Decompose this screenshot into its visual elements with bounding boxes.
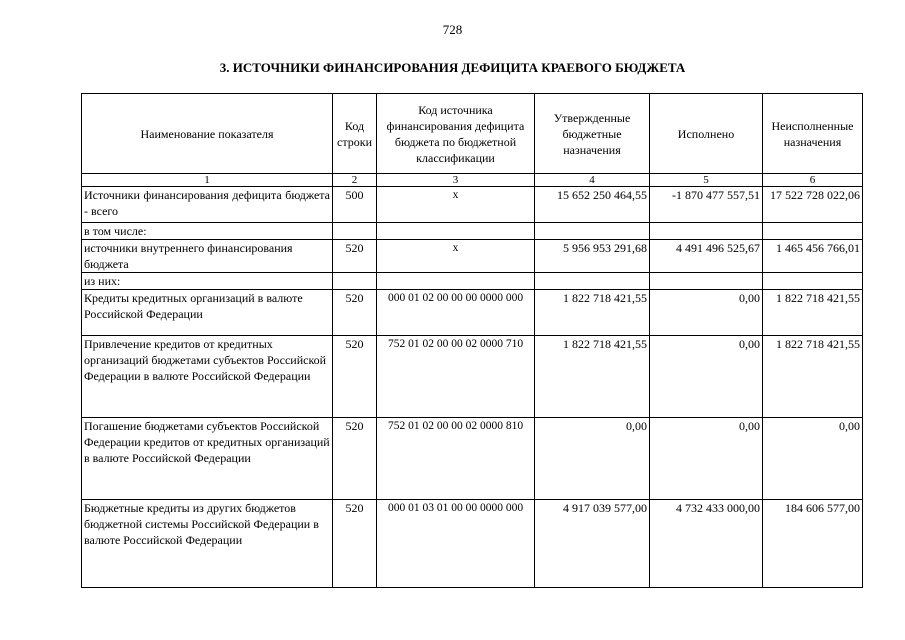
row-name: в том числе: — [82, 223, 333, 240]
row-executed: 4 491 496 525,67 — [650, 240, 763, 273]
row-name: Погашение бюджетами субъектов Российской Федерации кредитов от кредитных организаций в валюте Российской Федерации — [82, 418, 333, 500]
row-source-code: х — [377, 240, 535, 273]
table-row — [82, 336, 863, 418]
row-code: 500 — [333, 187, 377, 223]
row-unexecuted — [763, 223, 863, 240]
table-row — [82, 500, 863, 588]
row-approved: 1 822 718 421,55 — [535, 336, 650, 418]
table-row — [82, 223, 863, 240]
row-code — [333, 273, 377, 290]
row-name: Привлечение кредитов от кредитных организаций бюджетами субъектов Российской Федерации в валюте Российской Федерации — [82, 336, 333, 418]
row-executed: 4 732 433 000,00 — [650, 500, 763, 588]
header-row — [82, 94, 863, 174]
row-source-code: 000 01 02 00 00 00 0000 000 — [377, 290, 535, 336]
row-code: 520 — [333, 418, 377, 500]
row-name: из них: — [82, 273, 333, 290]
header-unexecuted: Неисполненные назначения — [763, 94, 863, 174]
row-approved: 1 822 718 421,55 — [535, 290, 650, 336]
table-row — [82, 418, 863, 500]
row-source-code: 752 01 02 00 00 02 0000 710 — [377, 336, 535, 418]
column-numbers-row — [82, 174, 863, 187]
row-executed: 0,00 — [650, 418, 763, 500]
row-unexecuted: 1 465 456 766,01 — [763, 240, 863, 273]
row-code: 520 — [333, 290, 377, 336]
header-source-code: Код источника финансирования дефицита бюджета по бюджетной классификации — [377, 94, 535, 174]
column-number: 5 — [650, 174, 763, 187]
row-code: 520 — [333, 240, 377, 273]
row-source-code: 000 01 03 01 00 00 0000 000 — [377, 500, 535, 588]
table-row — [82, 273, 863, 290]
column-number: 2 — [333, 174, 377, 187]
header-name: Наименование показателя — [82, 94, 333, 174]
table-row — [82, 290, 863, 336]
row-unexecuted: 0,00 — [763, 418, 863, 500]
page-number: 728 — [442, 22, 463, 37]
row-unexecuted: 184 606 577,00 — [763, 500, 863, 588]
row-unexecuted — [763, 273, 863, 290]
row-approved: 5 956 953 291,68 — [535, 240, 650, 273]
table-row — [82, 240, 863, 273]
row-code: 520 — [333, 336, 377, 418]
financing-sources-table — [81, 93, 863, 588]
row-name: Бюджетные кредиты из других бюджетов бюджетной системы Российской Федерации в валюте Российской Федерации — [82, 500, 333, 588]
header-executed: Исполнено — [650, 94, 763, 174]
header-approved: Утвержденные бюджетные назначения — [535, 94, 650, 174]
row-unexecuted: 17 522 728 022,06 — [763, 187, 863, 223]
row-executed — [650, 223, 763, 240]
row-approved — [535, 223, 650, 240]
row-unexecuted: 1 822 718 421,55 — [763, 290, 863, 336]
row-code: 520 — [333, 500, 377, 588]
row-code — [333, 223, 377, 240]
table-row — [82, 187, 863, 223]
row-executed: 0,00 — [650, 290, 763, 336]
row-approved — [535, 273, 650, 290]
column-number: 3 — [377, 174, 535, 187]
row-executed — [650, 273, 763, 290]
row-source-code — [377, 273, 535, 290]
row-approved: 4 917 039 577,00 — [535, 500, 650, 588]
row-name: Кредиты кредитных организаций в валюте Российской Федерации — [82, 290, 333, 336]
row-executed: -1 870 477 557,51 — [650, 187, 763, 223]
row-name: Источники финансирования дефицита бюджета - всего — [82, 187, 333, 223]
column-number: 4 — [535, 174, 650, 187]
row-approved: 0,00 — [535, 418, 650, 500]
column-number: 6 — [763, 174, 863, 187]
row-source-code: х — [377, 187, 535, 223]
row-approved: 15 652 250 464,55 — [535, 187, 650, 223]
row-source-code: 752 01 02 00 00 02 0000 810 — [377, 418, 535, 500]
row-name: источники внутреннего финансирования бюджета — [82, 240, 333, 273]
header-code: Код строки — [333, 94, 377, 174]
column-number: 1 — [82, 174, 333, 187]
row-executed: 0,00 — [650, 336, 763, 418]
row-unexecuted: 1 822 718 421,55 — [763, 336, 863, 418]
row-source-code — [377, 223, 535, 240]
section-title: 3. ИСТОЧНИКИ ФИНАНСИРОВАНИЯ ДЕФИЦИТА КРАЕВОГО БЮДЖЕТА — [219, 60, 686, 75]
